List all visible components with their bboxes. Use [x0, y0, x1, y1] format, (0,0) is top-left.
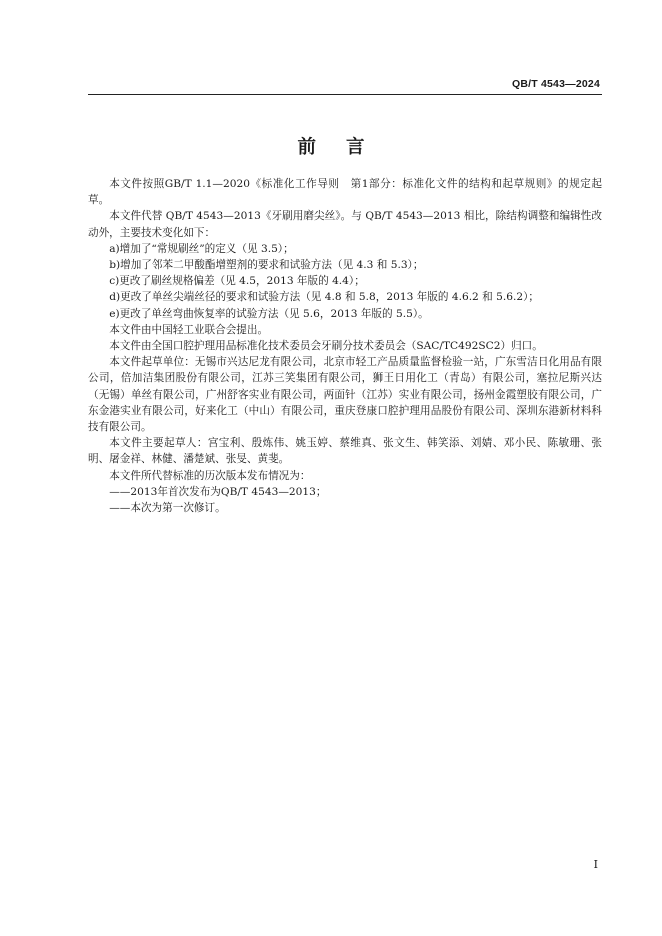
paragraph-drafters: 本文件主要起草人：宫宝利、殷炼伟、姚玉婷、蔡维真、张文生、韩笑添、刘婧、邓小民、陈敏珊、张明、屠金祥、林健、潘楚斌、张旻、黄斐。	[88, 437, 602, 466]
page-title	[0, 133, 662, 159]
paragraph-replaces: 本文件代替 QB/T 4543—2013《牙刷用磨尖丝》。与 QB/T 4543—2013 相比，除结构调整和编辑性改动外，主要技术变化如下：	[88, 210, 602, 239]
change-item-a: a)增加了“常规刷丝”的定义（见 3.5）；	[109, 242, 294, 255]
paragraph-history-intro: 本文件所代替标准的历次版本发布情况为：	[109, 469, 311, 482]
change-item-e: e)更改了单丝弯曲恢复率的试验方法（见 5.6，2013 年版的 5.5）。	[109, 307, 429, 320]
page-number: I	[593, 858, 598, 871]
change-item-b: b)增加了邻苯二甲酸酯增塑剂的要求和试验方法（见 4.3 和 5.3）；	[109, 259, 424, 272]
paragraph-centralized-by: 本文件由全国口腔护理用品标准化技术委员会牙刷分技术委员会（SAC/TC492SC2）归口。	[109, 340, 543, 353]
header-rule	[88, 94, 602, 95]
change-item-c: c)更改了刷丝规格偏差（见 4.5，2013 年版的 4.4）；	[109, 275, 365, 288]
paragraph-drafting-units: 本文件起草单位：无锡市兴达尼龙有限公司，北京市轻工产品质量监督检验一站，广东雪洁日化用品有限公司，倍加洁集团股份有限公司，江苏三笑集团有限公司，狮王日用化工（青岛）有限公司，塞拉尼斯兴达（无锡）单丝有限公司，广州舒客实业有限公司，两面针（江苏）实业有限公司，扬州金霞塑胶有限公司，广东金港实业有限公司，好来化工（中山）有限公司，重庆登康口腔护理用品股份有限公司、深圳东港新材料科技有限公司。	[88, 356, 602, 434]
page-title-char-2: 言	[346, 137, 365, 158]
foreword-body	[88, 176, 602, 516]
history-item-2: ——本次为第一次修订。	[109, 502, 226, 515]
paragraph-proposed-by: 本文件由中国轻工业联合会提出。	[109, 323, 269, 336]
standard-code: QB/T 4543—2024	[511, 78, 600, 90]
page-title-char-1: 前	[297, 137, 316, 158]
history-item-1: ——2013年首次发布为QB/T 4543—2013；	[109, 485, 327, 498]
paragraph-drafting-rule: 本文件按照GB/T 1.1—2020《标准化工作导则 第1部分：标准化文件的结构和起草规则》的规定起草。	[88, 178, 602, 207]
change-item-d: d)更改了单丝尖端丝径的要求和试验方法（见 4.8 和 5.8，2013 年版的 4.6.2 和 5.6.2）；	[109, 291, 539, 304]
